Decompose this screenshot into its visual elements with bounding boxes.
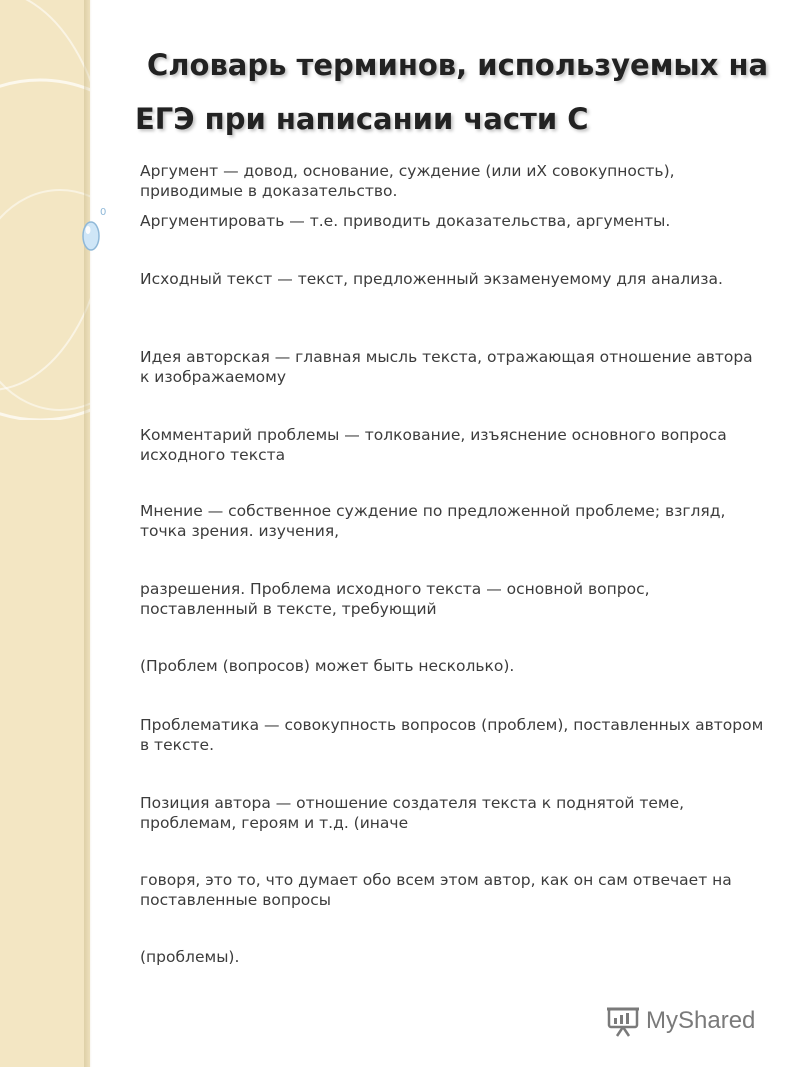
glossary-entry: Позиция автора — отношение создателя текста к поднятой теме, проблемам, героям и т.д. (иначе [140, 794, 685, 832]
swirl-decoration [0, 0, 90, 420]
bubble-label: 0 [100, 207, 107, 218]
glossary-entry: Проблематика — совокупность вопросов (проблем), поставленных автором в тексте. [140, 716, 764, 754]
presentation-board-icon [606, 1004, 640, 1038]
glossary-entry: (Проблем (вопросов) может быть несколько). [140, 657, 515, 675]
glossary-entry: говоря, это то, что думает обо всем этом автор, как он сам отвечает на поставленные вопросы [140, 871, 732, 909]
band-shadow [84, 0, 92, 1067]
myshared-watermark[interactable] [606, 1003, 755, 1039]
slide-title [135, 38, 775, 146]
myshared-logo-text: MyShared [646, 1007, 756, 1034]
glossary-entry: Аргумент — довод, основание, суждение (или иХ совокупность), приводимые в доказательство. [140, 162, 675, 200]
glossary-entry: Комментарий проблемы — толкование, изъяснение основного вопроса исходного текста [140, 426, 727, 464]
glossary-entry: Идея авторская — главная мысль текста, отражающая отношение автора к изображаемому [140, 348, 753, 386]
glossary-entry: (проблемы). [140, 948, 240, 966]
bubble-icon [80, 220, 104, 254]
slide-title-line-1: Словарь терминов, используемых на [147, 48, 769, 82]
glossary-entry: разрешения. Проблема исходного текста — основной вопрос, поставленный в тексте, требующий [140, 580, 650, 618]
decorative-side-band [0, 0, 90, 1067]
glossary-entry: Аргументировать — т.е. приводить доказательства, аргументы. [140, 212, 671, 230]
slide-title-line-2: ЕГЭ при написании части С [135, 102, 589, 136]
glossary-entry: Мнение — собственное суждение по предложенной проблеме; взгляд, точка зрения. изучения, [140, 502, 726, 540]
glossary-entry: Исходный текст — текст, предложенный экзаменуемому для анализа. [140, 270, 723, 288]
